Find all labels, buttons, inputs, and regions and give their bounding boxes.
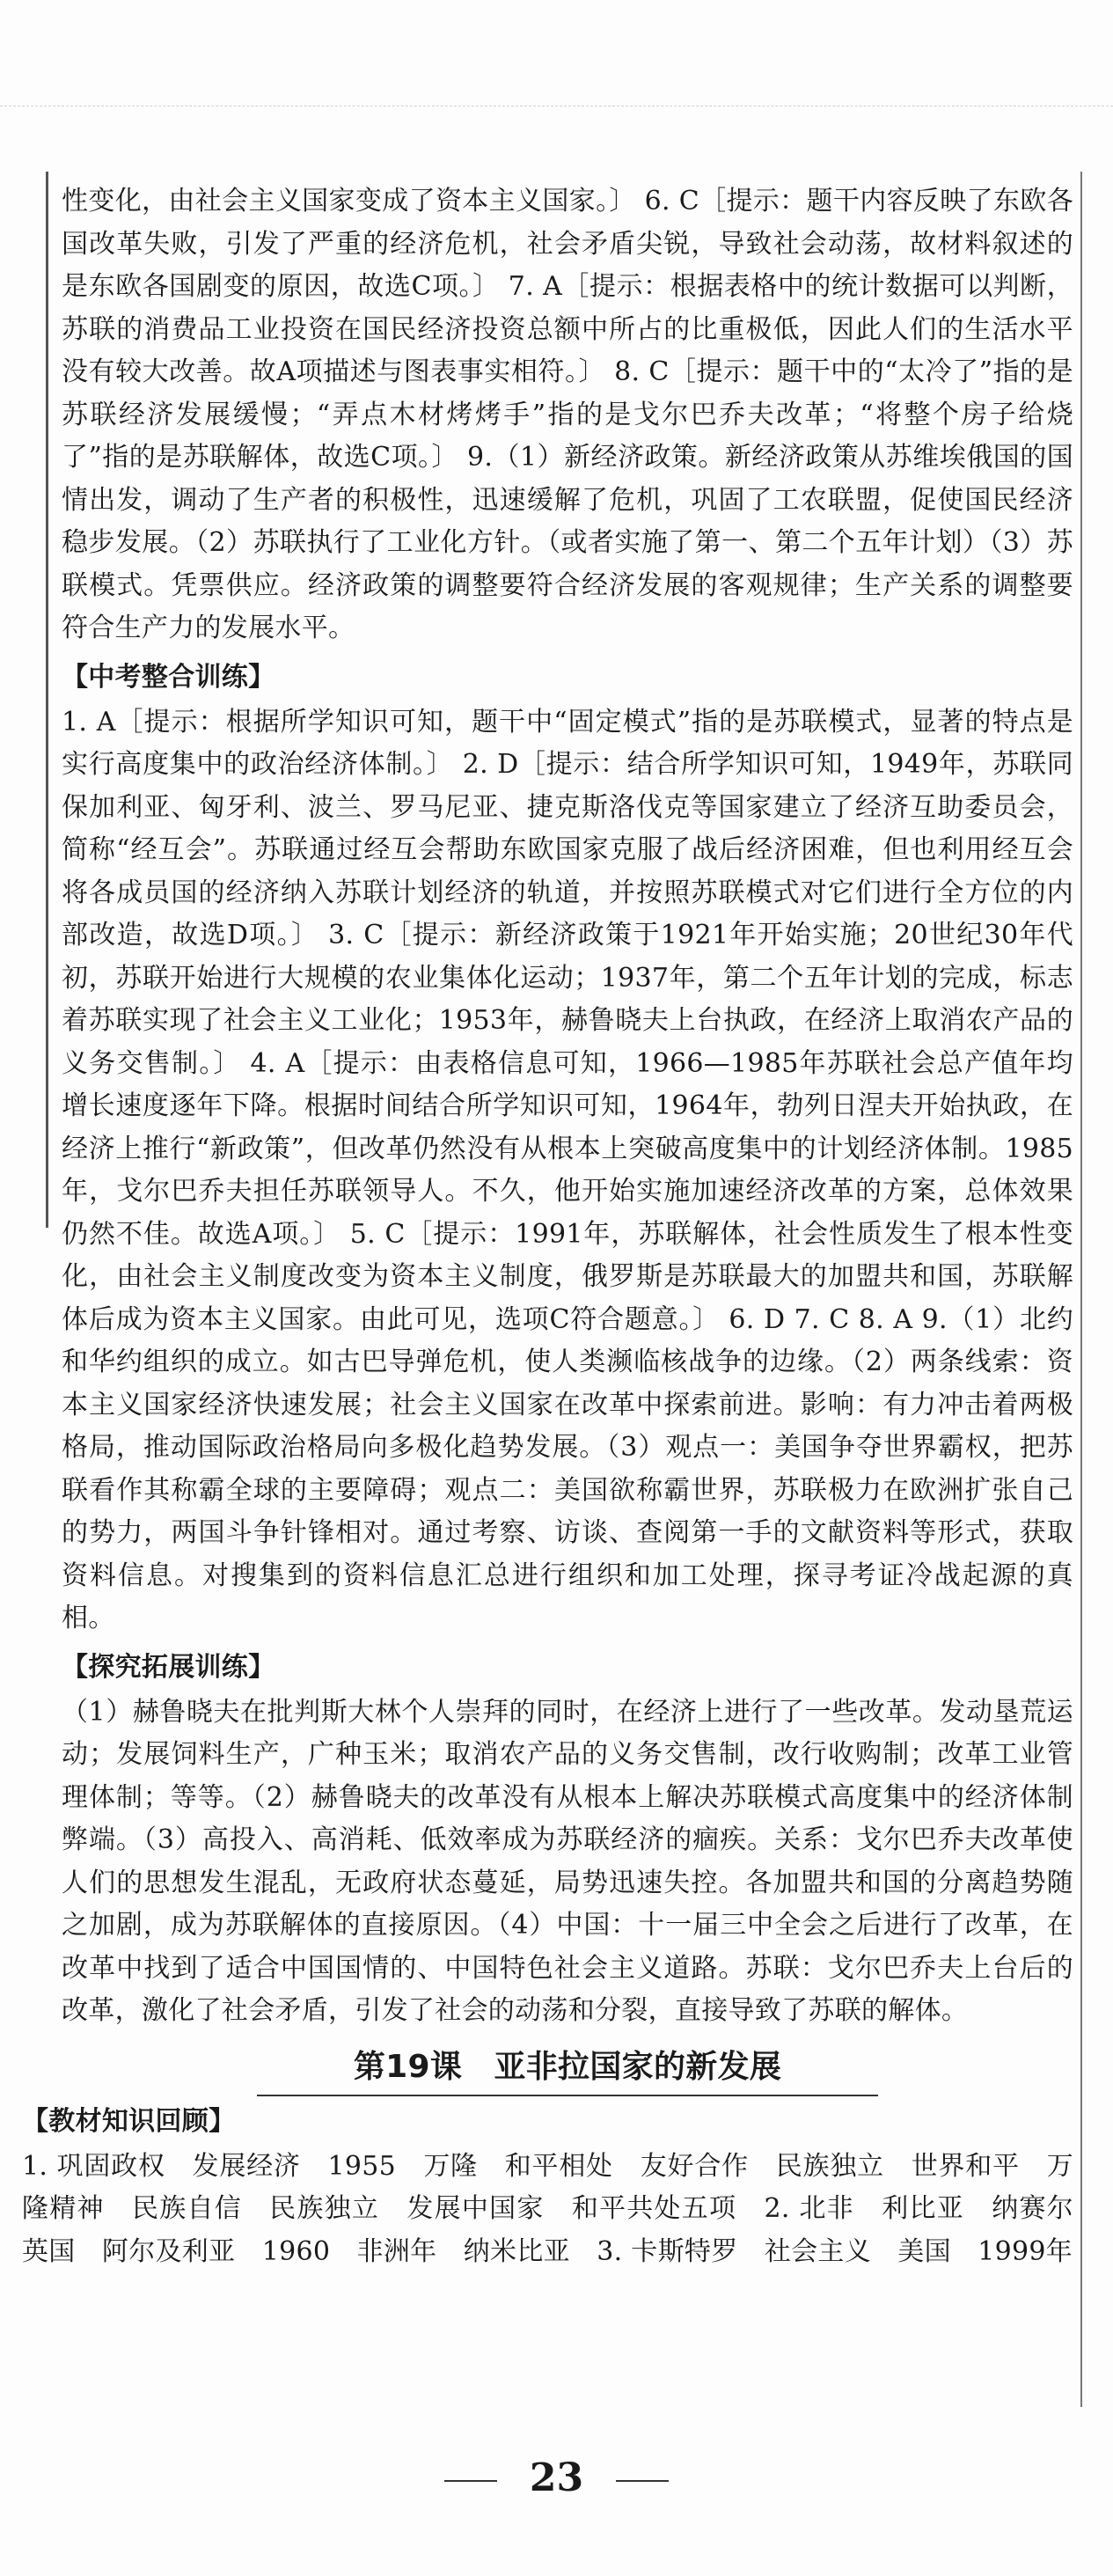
answer-content — [22, 180, 1101, 2273]
page-footer — [0, 2455, 1113, 2500]
page-number: 23 — [529, 2455, 584, 2500]
zhongkao-paragraph: 1. A［提示：根据所学知识可知，题干中“固定模式”指的是苏联模式，显著的特点是实行高度集中的政治经济体制。〕 2. D［提示：结合所学知识可知，1949年，苏联同保加利亚、匈牙利、波兰、罗马尼亚、捷克斯洛伐克等国家建立了经济互助委员会，简称“经互会”。苏联通过经互会帮助东欧国家克服了战后经济困难，但也利用经互会将各成员国的经济纳入苏联计划经济的轨道，并按照苏联模式对它们进行全方位的内部改造，故选D项。〕 3. C［提示：新经济政策于1921年开始实施；20世纪30年代初，苏联开始进行大规模的农业集体化运动；1937年，第二个五年计划的完成，标志着苏联实现了社会主义工业化；1953年，赫鲁晓夫上台执政，在经济上取消农产品的义务交售制。〕 4. A［提示：由表格信息可知，1966—1985年苏联社会总产值年均增长速度逐年下降。根据时间结合所学知识可知，1964年，勃列日涅夫开始执政，在经济上推行“新政策”，但改革仍然没有从根本上突破高度集中的计划经济体制。1985年，戈尔巴乔夫担任苏联领导人。不久，他开始实施加速经济改革的方案，总体效果仍然不佳。故选A项。〕 5. C［提示：1991年，苏联解体，社会性质发生了根本性变化，由社会主义制度改变为资本主义制度，俄罗斯是苏联最大的加盟共和国，苏联解体后成为资本主义国家。由此可见，选项C符合题意。〕 6. D 7. C 8. A 9.（1）北约和华约组织的成立。如古巴导弹危机，使人类濒临核战争的边缘。（2）两条线索：资本主义国家经济快速发展；社会主义国家在改革中探索前进。影响：有力冲击着两极格局，推动国际政治格局向多极化趋势发展。（3）观点一：美国争夺世界霸权，把苏联看作其称霸全球的主要障碍；观点二：美国欲称霸世界，苏联极力在欧洲扩张自己的势力，两国斗争针锋相对。通过考察、访谈、查阅第一手的文献资料等形式，获取资料信息。对搜集到的资料信息汇总进行组织和加工处理，探寻考证冷战起源的真相。 — [62, 706, 1073, 1633]
section-heading-zhongkao: 【中考整合训练】 — [62, 661, 275, 693]
footer-right-dash — [616, 2480, 669, 2482]
footer-left-dash — [444, 2480, 497, 2482]
section-heading-tanjiu: 【探究拓展训练】 — [62, 1651, 275, 1683]
lesson-title — [62, 2044, 1073, 2096]
jiaocai-paragraph: 1. 巩固政权 发展经济 1955 万隆 和平相处 友好合作 民族独立 世界和平 万隆精神 民族自信 民族独立 发展中国家 和平共处五项 2. 北非 利比亚 纳赛尔 英国 阿尔及利亚 1960 非洲年 纳米比亚 3. 卡斯特罗 社会主义 美国 1999年 — [22, 2150, 1101, 2267]
section-heading-jiaocai: 【教材知识回顾】 — [22, 2105, 236, 2137]
lesson-title-text: 第19课 亚非拉国家的新发展 — [257, 2044, 878, 2096]
left-margin-bar — [46, 172, 48, 1228]
tanjiu-paragraph: （1）赫鲁晓夫在批判斯大林个人崇拜的同时，在经济上进行了一些改革。发动垦荒运动；发展饲料生产，广种玉米；取消农产品的义务交售制，改行收购制；改革工业管理体制；等等。（2）赫鲁晓夫的改革没有从根本上解决苏联模式高度集中的经济体制弊端。（3）高投入、高消耗、低效率成为苏联经济的痼疾。关系：戈尔巴乔夫改革使人们的思想发生混乱，无政府状态蔓延，局势迅速失控。各加盟共和国的分离趋势随之加剧，成为苏联解体的直接原因。（4）中国：十一届三中全会之后进行了改革，在改革中找到了适合中国国情的、中国特色社会主义道路。苏联：戈尔巴乔夫上台后的改革，激化了社会矛盾，引发了社会的动荡和分裂，直接导致了苏联的解体。 — [62, 1696, 1073, 2026]
right-margin-bar — [1080, 172, 1082, 2407]
continuation-paragraph: 性变化，由社会主义国家变成了资本主义国家。〕 6. C［提示：题干内容反映了东欧各国改革失败，引发了严重的经济危机，社会矛盾尖锐，导致社会动荡，故材料叙述的是东欧各国剧变的原因，故选C项。〕 7. A［提示：根据表格中的统计数据可以判断，苏联的消费品工业投资在国民经济投资总额中所占的比重极低，因此人们的生活水平没有较大改善。故A项描述与图表事实相符。〕 8. C［提示：题干中的“太冷了”指的是苏联经济发展缓慢；“弄点木材烤烤手”指的是戈尔巴乔夫改革；“将整个房子给烧了”指的是苏联解体，故选C项。〕 9.（1）新经济政策。新经济政策从苏维埃俄国的国情出发，调动了生产者的积极性，迅速缓解了危机，巩固了工农联盟，促使国民经济稳步发展。（2）苏联执行了工业化方针。（或者实施了第一、第二个五年计划）（3）苏联模式。凭票供应。经济政策的调整要符合经济发展的客观规律；生产关系的调整要符合生产力的发展水平。 — [62, 186, 1073, 643]
